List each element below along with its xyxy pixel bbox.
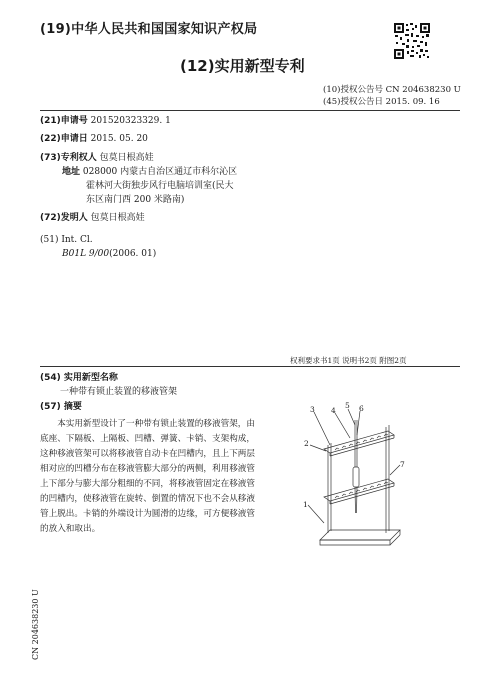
patent-drawing <box>300 401 410 560</box>
application-number: (21)申请号 201520323329. 1 <box>40 116 171 126</box>
fig-label-7: 7 <box>400 460 405 469</box>
inventor: (72)发明人 包莫日根高娃 <box>40 213 145 223</box>
document-type: (12)实用新型专利 <box>180 57 305 75</box>
address-line-3: 东区南门西 200 米路南) <box>86 195 185 205</box>
patentee: (73)专利权人 包莫日根高娃 <box>40 153 154 163</box>
page-counts: 权利要求书1页 说明书2页 附图2页 <box>290 356 407 365</box>
publication-info <box>323 84 461 108</box>
issuing-authority: (19)中华人民共和国国家知识产权局 <box>40 22 258 37</box>
abstract-label: (57) 摘要 <box>40 402 82 412</box>
fig-label-5: 5 <box>345 401 350 410</box>
title-label: (54) 实用新型名称 <box>40 373 118 383</box>
fig-label-3: 3 <box>310 405 315 414</box>
pub-number-label: (10)授权公告号 <box>323 85 383 95</box>
qr-code <box>393 22 431 60</box>
side-publication-code: CN 204638230 U <box>31 589 40 660</box>
pub-number: CN 204638230 U <box>385 85 461 95</box>
abstract-text: 本实用新型设计了一种带有锁止装置的移液管架，由底座、下隔板、上隔板、凹槽、弹簧、卡销、支架构成，这种移液管架可以将移液管自动卡在凹槽内，且上下两层相对应的凹槽分布在移液管膨大部分的两侧，利用移液管上下部分与膨大部分粗细的不同，将移液管固定在移液管的凹槽内，使移液管在旋转、倒置的情况下也不会从移液管上脱出。卡销的外端设计为圆滑的边缘，可方便移液管的放入和取出。 <box>40 419 255 534</box>
address-line-2: 霍林河大街独步风行电脑培训室(民大 <box>86 181 234 191</box>
address-line-1: 地址 028000 内蒙古自治区通辽市科尔沁区 <box>62 167 238 177</box>
fig-label-2: 2 <box>304 439 309 448</box>
header-divider <box>40 110 460 111</box>
int-cl-class: B01L 9/00(2006. 01) <box>62 249 157 259</box>
utility-model-title: 一种带有锁止装置的移液管架 <box>60 387 178 397</box>
application-date: (22)申请日 2015. 05. 20 <box>40 134 148 144</box>
pub-date: 2015. 09. 16 <box>385 97 440 107</box>
pub-date-label: (45)授权公告日 <box>323 97 383 107</box>
fig-label-1: 1 <box>303 500 308 509</box>
section-divider <box>40 366 460 367</box>
int-cl-label: (51) Int. Cl. <box>40 235 93 245</box>
fig-label-6: 6 <box>359 404 364 413</box>
fig-label-4: 4 <box>331 406 336 415</box>
